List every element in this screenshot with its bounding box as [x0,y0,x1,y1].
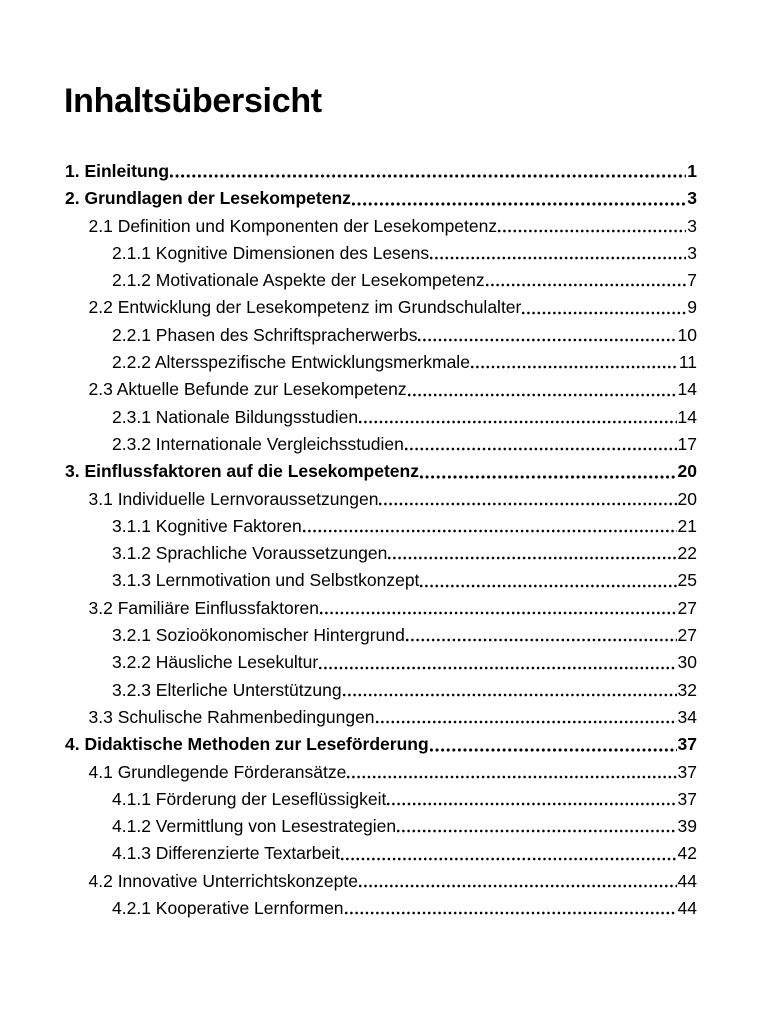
toc-entry-page-number: 34 [677,706,697,727]
table-of-contents [65,158,697,922]
toc-entry-label: 3.1.3 Lernmotivation und Selbstkonzept [112,570,420,591]
toc-entry-page-number: 25 [677,570,697,591]
toc-entry [65,294,697,321]
toc-entry-page-number: 27 [677,625,697,646]
dot-leader [359,420,676,424]
toc-entry-label: 3.2.2 Häusliche Lesekultur [112,652,319,673]
toc-entry-label: 1. Einleitung [65,161,170,181]
dot-leader [388,556,676,560]
dot-leader [430,256,686,260]
toc-entry-label: 2.2 Entwicklung der Lesekompetenz im Grundschulalter [88,297,522,318]
toc-entry-page-number: 3 [687,242,697,263]
toc-entry-label: 2.2.1 Phasen des Schriftspracherwerbs [112,324,418,345]
dot-leader [170,174,686,178]
toc-entry-page-number: 14 [677,406,697,427]
dot-leader [387,802,676,806]
toc-entry-page-number: 20 [677,488,697,509]
toc-entry [65,840,697,867]
toc-entry-page-number: 11 [678,352,697,373]
toc-entry-page-number: 3 [687,215,697,236]
toc-entry-label: 4.1.1 Förderung der Leseflüssigkeit [112,788,387,809]
toc-entry-page-number: 17 [677,433,697,454]
toc-entry [65,567,697,594]
toc-entry [65,895,697,922]
toc-entry-label: 3.1 Individuelle Lernvoraussetzungen [88,488,379,509]
toc-entry [65,677,697,704]
toc-entry-page-number: 10 [677,324,697,345]
dot-leader [397,829,676,833]
toc-entry-label: 4. Didaktische Methoden zur Leseförderung [65,734,429,755]
toc-entry [65,404,697,431]
toc-entry-label: 3.3 Schulische Rahmenbedingungen [88,706,375,727]
toc-entry [65,786,697,813]
toc-entry [65,731,697,758]
toc-entry [65,322,697,349]
toc-entry-page-number: 14 [677,379,697,400]
toc-entry-page-number: 3 [687,188,697,209]
dot-leader [486,283,687,287]
page-title: Inhaltsübersicht [64,81,322,120]
toc-entry [65,376,697,403]
toc-entry [65,622,697,649]
toc-entry-label: 2. Grundlagen der Lesekompetenz [65,188,351,209]
dot-leader [420,584,676,588]
toc-entry-page-number: 37 [677,788,697,809]
toc-entry [65,868,697,895]
toc-entry [65,595,697,622]
toc-entry-label: 3. Einflussfaktoren auf die Lesekompetenz [65,461,419,482]
toc-entry-label: 2.3.1 Nationale Bildungsstudien [112,406,359,427]
dot-leader [352,202,686,206]
toc-entry-label: 4.2 Innovative Unterrichtskonzepte [88,870,358,891]
toc-entry-page-number: 9 [687,297,697,318]
dot-leader [408,393,677,397]
toc-entry-label: 3.1.1 Kognitive Faktoren [112,515,302,536]
toc-entry [65,458,697,485]
dot-leader [379,502,676,506]
toc-entry-page-number: 37 [677,734,697,755]
toc-entry-label: 2.1.2 Motivationale Aspekte der Lesekompetenz [112,270,485,291]
dot-leader [471,365,678,369]
toc-entry-label: 4.1 Grundlegende Förderansätze [88,761,347,782]
toc-entry-page-number: 44 [677,898,697,919]
dot-leader [376,720,677,724]
toc-entry-page-number: 1 [687,161,697,181]
toc-entry [65,759,697,786]
toc-entry-page-number: 42 [677,843,697,864]
toc-entry-label: 4.1.3 Differenzierte Textarbeit [112,843,340,864]
toc-entry-page-number: 7 [687,270,697,291]
dot-leader [320,611,677,615]
dot-leader [319,666,676,670]
toc-entry-page-number: 39 [677,816,697,837]
dot-leader [359,884,677,888]
dot-leader [420,475,677,479]
toc-entry [65,813,697,840]
dot-leader [341,857,677,861]
dot-leader [343,693,677,697]
toc-entry-label: 3.1.2 Sprachliche Voraussetzungen [112,543,388,564]
toc-entry-label: 3.2 Familiäre Einflussfaktoren [88,597,320,618]
dot-leader [405,447,677,451]
dot-leader [406,638,677,642]
dot-leader [498,229,686,233]
toc-entry-page-number: 27 [677,597,697,618]
toc-entry-page-number: 44 [677,870,697,891]
toc-entry [65,431,697,458]
toc-entry-page-number: 22 [677,543,697,564]
toc-entry [65,704,697,731]
toc-entry-label: 2.1.1 Kognitive Dimensionen des Lesens [112,242,430,263]
toc-entry [65,240,697,267]
toc-entry-label: 3.2.1 Sozioökonomischer Hintergrund [112,625,405,646]
toc-entry [65,486,697,513]
toc-entry-label: 4.2.1 Kooperative Lernformen [112,898,344,919]
dot-leader [522,311,686,315]
toc-entry [65,213,697,240]
dot-leader [418,338,676,342]
toc-entry-page-number: 30 [677,652,697,673]
toc-entry [65,349,697,376]
toc-entry [65,158,697,185]
toc-entry-label: 2.1 Definition und Komponenten der Lesekompetenz [88,215,498,236]
toc-entry [65,267,697,294]
toc-entry-label: 2.3.2 Internationale Vergleichsstudien [112,433,404,454]
toc-entry-page-number: 20 [677,461,697,482]
toc-entry-label: 2.2.2 Altersspezifische Entwicklungsmerkmale [112,352,470,373]
dot-leader [347,775,676,779]
toc-entry-page-number: 37 [677,761,697,782]
toc-entry [65,649,697,676]
toc-entry-page-number: 32 [677,679,697,700]
dot-leader [303,529,677,533]
toc-entry [65,185,697,212]
toc-entry-label: 2.3 Aktuelle Befunde zur Lesekompetenz [88,379,407,400]
toc-entry-page-number: 21 [677,515,697,536]
dot-leader [345,911,677,915]
toc-entry [65,513,697,540]
toc-entry-label: 4.1.2 Vermittlung von Lesestrategien [112,816,397,837]
toc-entry [65,540,697,567]
dot-leader [430,748,677,752]
toc-entry-label: 3.2.3 Elterliche Unterstützung [112,679,342,700]
